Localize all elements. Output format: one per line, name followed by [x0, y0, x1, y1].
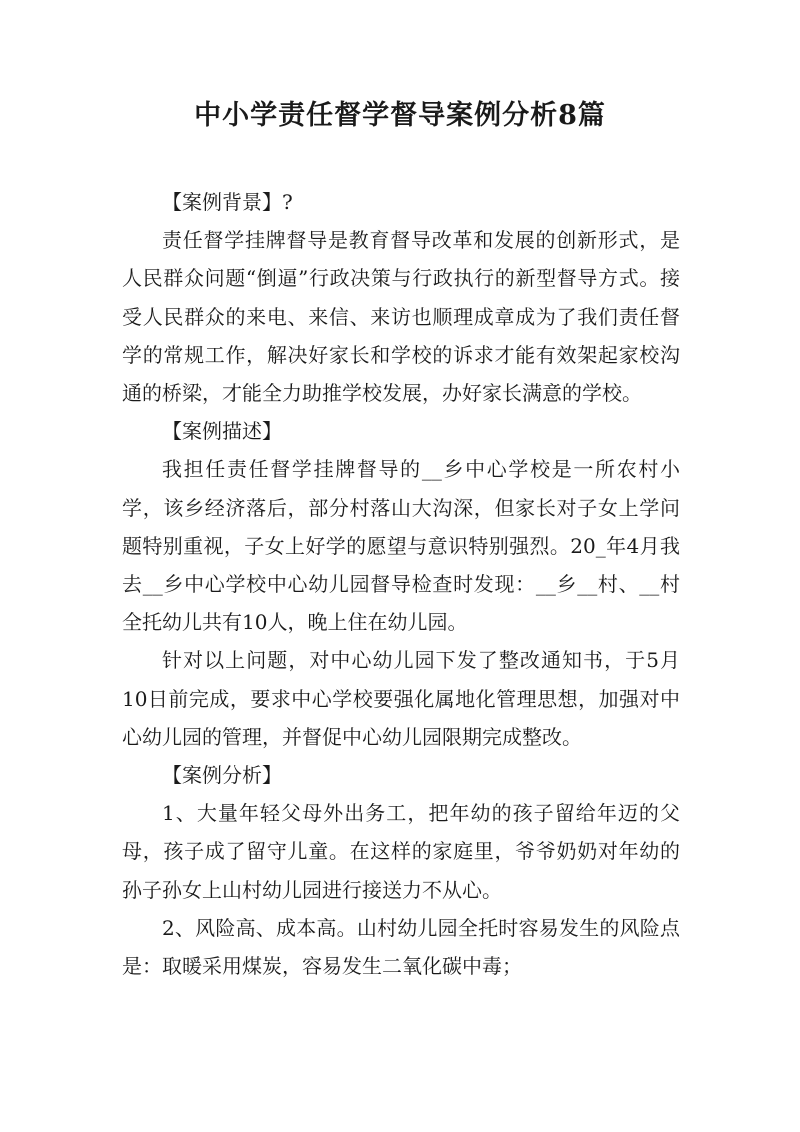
- section-heading-background: 【案例背景】?: [162, 190, 293, 214]
- paragraph-description: 我担任责任督学挂牌督导的__乡中心学校是一所农村小学，该乡经济落后，部分村落山大沟深，但家长对子女上学问题特别重视，子女上好学的愿望与意识特别强烈。20_年4月我去__乡中心学校中心幼儿园督导检查时发现：__乡__村、__村全托幼儿共有10人，晚上住在幼儿园。: [122, 457, 680, 635]
- paragraph-analysis-2: 2、风险高、成本高。山村幼儿园全托时容易发生的风险点是：取暖采用煤炭，容易发生二氧化碳中毒；: [122, 915, 680, 979]
- document-title: 中小学责任督学督导案例分析8篇: [194, 100, 606, 131]
- paragraph-rectification: 针对以上问题，对中心幼儿园下发了整改通知书，于5月10日前完成，要求中心学校要强化属地化管理思想，加强对中心幼儿园的管理，并督促中心幼儿园限期完成整改。: [122, 648, 680, 749]
- section-heading-analysis: 【案例分析】: [162, 763, 282, 788]
- paragraph-analysis-1: 1、大量年轻父母外出务工，把年幼的孩子留给年迈的父母，孩子成了留守儿童。在这样的家庭里，爷爷奶奶对年幼的孙子孙女上山村幼儿园进行接送力不从心。: [122, 801, 680, 902]
- paragraph-background: 责任督学挂牌督导是教育督导改革和发展的创新形式，是人民群众问题“倒逼”行政决策与行政执行的新型督导方式。接受人民群众的来电、来信、来访也顺理成章成为了我们责任督学的常规工作，解决好家长和学校的诉求才能有效架起家校沟通的桥梁，才能全力助推学校发展，办好家长满意的学校。: [122, 228, 680, 406]
- document-body: [122, 183, 680, 985]
- section-heading-description: 【案例描述】: [162, 419, 282, 444]
